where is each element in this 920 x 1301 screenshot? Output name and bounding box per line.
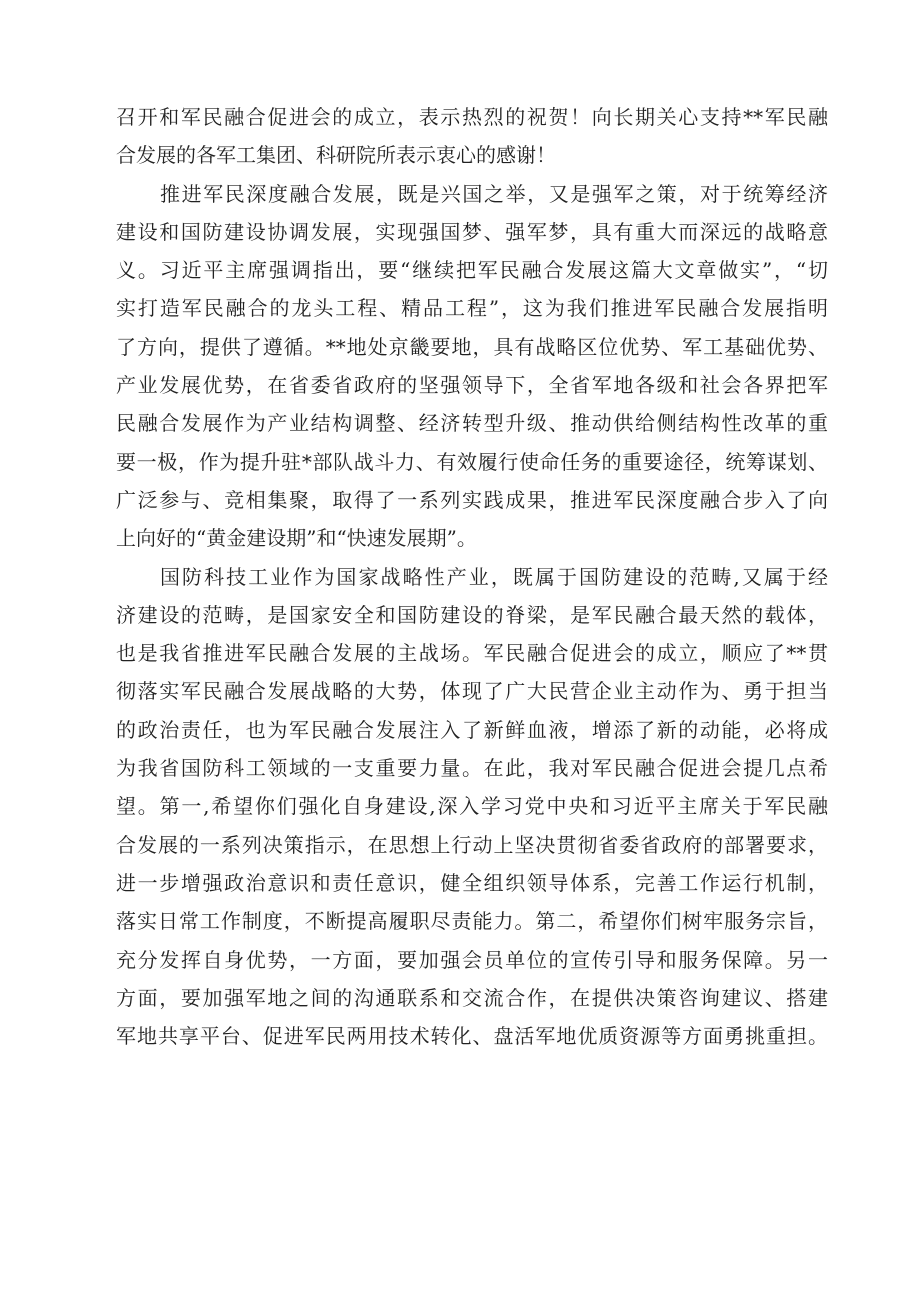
text-line: 推进军民深度融合发展，既是兴国之举，又是强军之策，对于统筹经济 — [160, 181, 828, 206]
paragraph-3 — [116, 558, 828, 1056]
text-line: 了方向，提供了遵循。**地处京畿要地，具有战略区位优势、军工基础优势、 — [116, 334, 828, 359]
text-line: 实打造军民融合的龙头工程、精品工程”，这为我们推进军民融合发展指明 — [116, 296, 828, 321]
text-line: 进一步增强政治意识和责任意识，健全组织领导体系，完善工作运行机制， — [116, 870, 828, 895]
text-line: 要一极，作为提升驻*部队战斗力、有效履行使命任务的重要途径，统筹谋划、 — [116, 449, 828, 474]
text-line: 落实日常工作制度，不断提高履职尽责能力。第二，希望你们树牢服务宗旨， — [116, 909, 828, 934]
document-body — [116, 98, 828, 1055]
text-line: 的政治责任，也为军民融合发展注入了新鲜血液，增添了新的动能，必将成 — [116, 717, 828, 742]
text-line: 为我省国防科工领域的一支重要力量。在此，我对军民融合促进会提几点希 — [116, 756, 828, 781]
paragraph-2 — [116, 175, 828, 558]
text-line: 产业发展优势，在省委省政府的坚强领导下，全省军地各级和社会各界把军 — [116, 373, 828, 398]
text-line: 广泛参与、竞相集聚，取得了一系列实践成果，推进军民深度融合步入了向 — [116, 487, 828, 512]
text-line: 召开和军民融合促进会的成立，表示热烈的祝贺！向长期关心支持**军民融 — [116, 105, 828, 129]
text-line: 义。习近平主席强调指出，要“继续把军民融合发展这篇大文章做实”，“切 — [116, 258, 828, 283]
text-line: 望。第一,希望你们强化自身建设,深入学习党中央和习近平主席关于军民融 — [116, 794, 828, 819]
text-line: 充分发挥自身优势，一方面，要加强会员单位的宣传引导和服务保障。另一 — [116, 947, 828, 972]
text-line: 民融合发展作为产业结构调整、经济转型升级、推动供给侧结构性改革的重 — [116, 411, 828, 436]
text-line: 国防科技工业作为国家战略性产业，既属于国防建设的范畴,又属于经 — [160, 564, 828, 589]
text-line: 上向好的“黄金建设期”和“快速发展期”。 — [116, 526, 477, 551]
text-line: 合发展的各军工集团、科研院所表示衷心的感谢！ — [116, 143, 556, 168]
text-line: 彻落实军民融合发展战略的大势，体现了广大民营企业主动作为、勇于担当 — [116, 679, 828, 704]
text-line: 军地共享平台、促进军民两用技术转化、盘活军地优质资源等方面勇挑重担。 — [116, 1024, 828, 1049]
text-line: 建设和国防建设协调发展，实现强国梦、强军梦，具有重大而深远的战略意 — [116, 219, 828, 244]
text-line: 济建设的范畴，是国家安全和国防建设的脊梁，是军民融合最天然的载体， — [116, 602, 828, 627]
text-line: 方面，要加强军地之间的沟通联系和交流合作，在提供决策咨询建议、搭建 — [116, 985, 828, 1010]
text-line: 也是我省推进军民融合发展的主战场。军民融合促进会的成立，顺应了**贯 — [116, 641, 828, 666]
text-line: 合发展的一系列决策指示，在思想上行动上坚决贯彻省委省政府的部署要求， — [116, 832, 828, 857]
paragraph-1 — [116, 98, 828, 175]
